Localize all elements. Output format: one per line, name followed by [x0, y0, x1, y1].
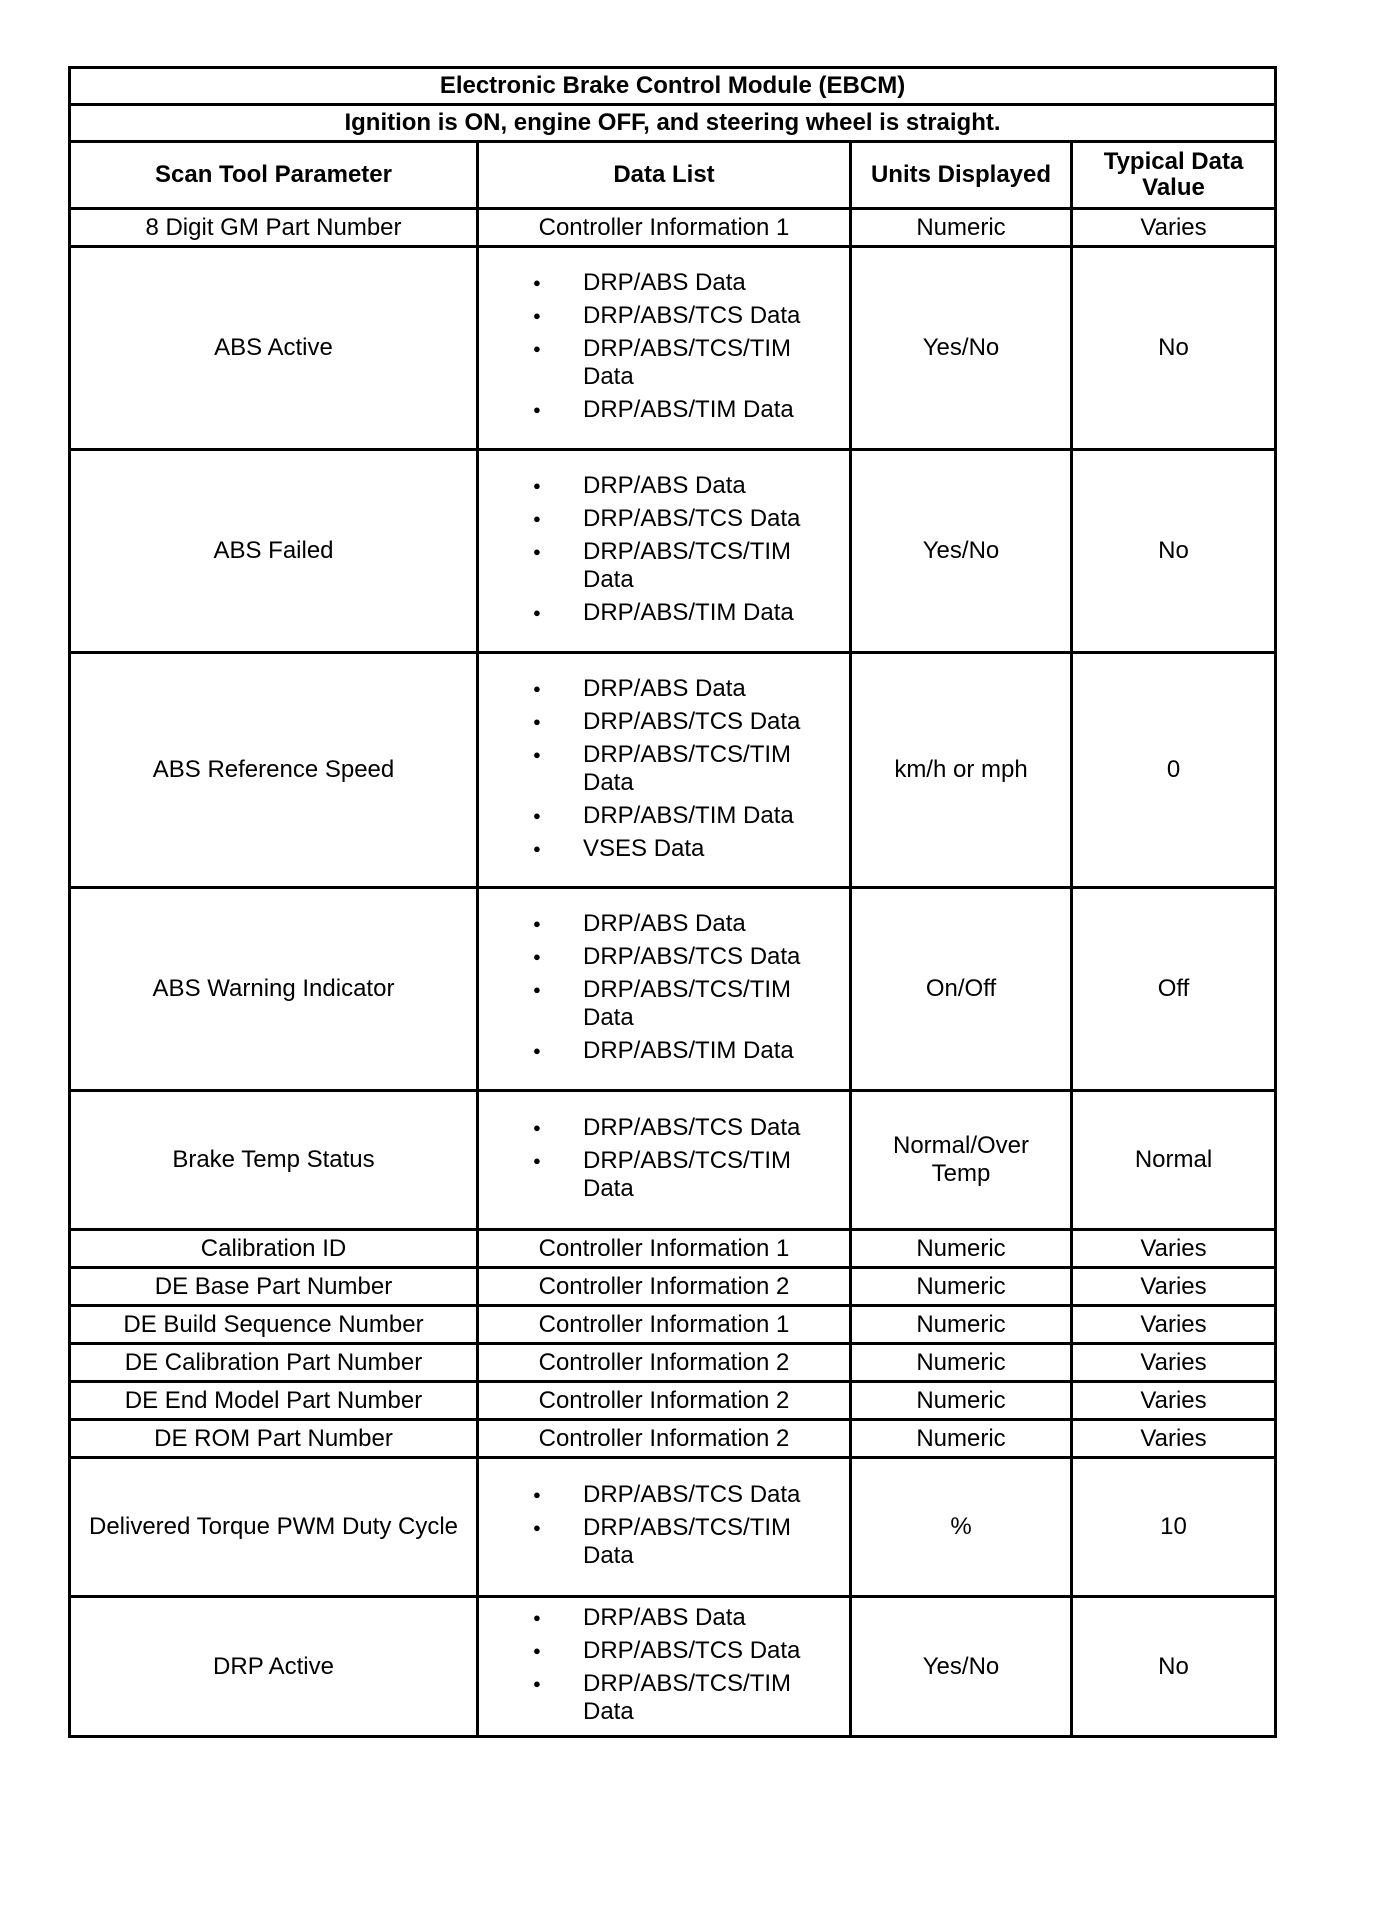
cell-units-displayed: % [851, 1458, 1072, 1597]
table-row [70, 888, 1276, 1091]
cell-scan-tool-parameter: Calibration ID [70, 1230, 478, 1268]
cell-typical-data-value: Varies [1072, 1344, 1276, 1382]
table-row [70, 1306, 1276, 1344]
cell-data-list: Controller Information 2 [478, 1344, 851, 1382]
cell-scan-tool-parameter: ABS Failed [70, 450, 478, 653]
data-list-item: ● DRP/ABS/TCS Data [479, 1481, 843, 1509]
cell-data-list: Controller Information 2 [478, 1420, 851, 1458]
cell-units-displayed: km/h or mph [851, 653, 1072, 888]
cell-data-list [478, 1091, 851, 1230]
cell-typical-data-value: Varies [1072, 1230, 1276, 1268]
cell-data-list [478, 1458, 851, 1597]
table-subtitle: Ignition is ON, engine OFF, and steering wheel is straight. [70, 105, 1276, 142]
cell-typical-data-value: No [1072, 450, 1276, 653]
table-row [70, 1230, 1276, 1268]
table-row [70, 1458, 1276, 1597]
data-list-bullets [479, 1481, 843, 1570]
cell-scan-tool-parameter: DRP Active [70, 1597, 478, 1737]
data-list-item: ● DRP/ABS/TIM Data [479, 1037, 843, 1065]
cell-scan-tool-parameter: DE ROM Part Number [70, 1420, 478, 1458]
cell-units-displayed: Yes/No [851, 1597, 1072, 1737]
table-body [70, 209, 1276, 1737]
cell-scan-tool-parameter: DE Build Sequence Number [70, 1306, 478, 1344]
cell-units-displayed: Yes/No [851, 450, 1072, 653]
cell-scan-tool-parameter: ABS Warning Indicator [70, 888, 478, 1091]
data-list-item: ● DRP/ABS/TIM Data [479, 802, 843, 830]
cell-data-list: Controller Information 1 [478, 209, 851, 247]
table-row [70, 1420, 1276, 1458]
cell-data-list [478, 1597, 851, 1737]
data-list-item: ● DRP/ABS Data [479, 269, 843, 297]
data-list-item: ● DRP/ABS Data [479, 472, 843, 500]
cell-scan-tool-parameter: DE Calibration Part Number [70, 1344, 478, 1382]
cell-units-displayed: On/Off [851, 888, 1072, 1091]
data-list-item: ● DRP/ABS/TCS/TIM Data [479, 976, 843, 1032]
data-list-item: ● DRP/ABS/TCS/TIM Data [479, 1670, 843, 1726]
data-list-item: ● DRP/ABS/TCS Data [479, 505, 843, 533]
cell-units-displayed: Yes/No [851, 247, 1072, 450]
data-list-bullets [479, 1114, 843, 1203]
cell-units-displayed: Numeric [851, 1230, 1072, 1268]
table-row [70, 1344, 1276, 1382]
table-row [70, 1091, 1276, 1230]
data-list-item: ● DRP/ABS/TCS Data [479, 943, 843, 971]
cell-data-list [478, 888, 851, 1091]
header-units-displayed: Units Displayed [851, 142, 1072, 209]
cell-units-displayed: Numeric [851, 1306, 1072, 1344]
data-list-item: ● VSES Data [479, 835, 843, 863]
data-list-item: ● DRP/ABS/TCS Data [479, 1114, 843, 1142]
cell-typical-data-value: Varies [1072, 1420, 1276, 1458]
header-scan-tool-parameter: Scan Tool Parameter [70, 142, 478, 209]
cell-units-displayed: Normal/Over Temp [851, 1091, 1072, 1230]
data-list-item: ● DRP/ABS/TCS/TIM Data [479, 335, 843, 391]
data-list-item: ● DRP/ABS/TCS/TIM Data [479, 741, 843, 797]
data-list-bullets [479, 472, 843, 627]
data-list-bullets [479, 1604, 843, 1726]
table-row [70, 450, 1276, 653]
data-list-bullets [479, 269, 843, 424]
header-typical-data-value: Typical Data Value [1072, 142, 1276, 209]
cell-units-displayed: Numeric [851, 209, 1072, 247]
table-row [70, 247, 1276, 450]
data-list-item: ● DRP/ABS/TIM Data [479, 599, 843, 627]
data-list-item: ● DRP/ABS/TCS Data [479, 302, 843, 330]
cell-data-list: Controller Information 2 [478, 1382, 851, 1420]
cell-data-list: Controller Information 1 [478, 1306, 851, 1344]
cell-typical-data-value: Normal [1072, 1091, 1276, 1230]
cell-data-list: Controller Information 1 [478, 1230, 851, 1268]
table-row [70, 1382, 1276, 1420]
cell-typical-data-value: No [1072, 247, 1276, 450]
data-list-item: ● DRP/ABS/TCS/TIM Data [479, 1147, 843, 1203]
cell-data-list [478, 247, 851, 450]
cell-data-list [478, 450, 851, 653]
table-title: Electronic Brake Control Module (EBCM) [70, 68, 1276, 105]
cell-scan-tool-parameter: ABS Active [70, 247, 478, 450]
cell-typical-data-value: Varies [1072, 1268, 1276, 1306]
data-list-item: ● DRP/ABS Data [479, 675, 843, 703]
table-row [70, 653, 1276, 888]
table-row [70, 209, 1276, 247]
cell-scan-tool-parameter: 8 Digit GM Part Number [70, 209, 478, 247]
data-list-item: ● DRP/ABS Data [479, 1604, 843, 1632]
cell-scan-tool-parameter: ABS Reference Speed [70, 653, 478, 888]
cell-data-list [478, 653, 851, 888]
cell-typical-data-value: Varies [1072, 1382, 1276, 1420]
data-list-bullets [479, 910, 843, 1065]
cell-typical-data-value: 0 [1072, 653, 1276, 888]
cell-typical-data-value: 10 [1072, 1458, 1276, 1597]
data-list-item: ● DRP/ABS/TCS/TIM Data [479, 538, 843, 594]
cell-typical-data-value: Varies [1072, 209, 1276, 247]
data-list-item: ● DRP/ABS/TIM Data [479, 396, 843, 424]
cell-scan-tool-parameter: Delivered Torque PWM Duty Cycle [70, 1458, 478, 1597]
data-list-item: ● DRP/ABS/TCS/TIM Data [479, 1514, 843, 1570]
cell-scan-tool-parameter: DE End Model Part Number [70, 1382, 478, 1420]
cell-units-displayed: Numeric [851, 1344, 1072, 1382]
cell-data-list: Controller Information 2 [478, 1268, 851, 1306]
cell-units-displayed: Numeric [851, 1268, 1072, 1306]
data-list-item: ● DRP/ABS/TCS Data [479, 1637, 843, 1665]
data-list-item: ● DRP/ABS Data [479, 910, 843, 938]
header-data-list: Data List [478, 142, 851, 209]
cell-typical-data-value: Off [1072, 888, 1276, 1091]
table-row [70, 1268, 1276, 1306]
cell-typical-data-value: Varies [1072, 1306, 1276, 1344]
data-list-item: ● DRP/ABS/TCS Data [479, 708, 843, 736]
cell-units-displayed: Numeric [851, 1382, 1072, 1420]
cell-units-displayed: Numeric [851, 1420, 1072, 1458]
cell-scan-tool-parameter: DE Base Part Number [70, 1268, 478, 1306]
cell-typical-data-value: No [1072, 1597, 1276, 1737]
cell-scan-tool-parameter: Brake Temp Status [70, 1091, 478, 1230]
ebcm-data-table [68, 66, 1277, 1738]
table-row [70, 1597, 1276, 1737]
data-list-bullets [479, 675, 843, 863]
